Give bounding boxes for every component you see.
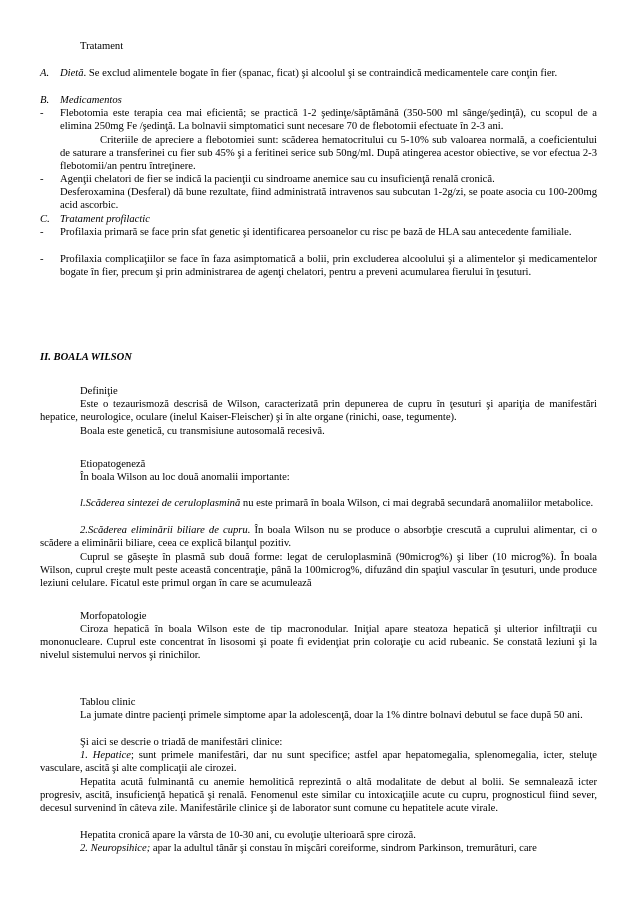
hepatice-label: 1. Hepatice [80, 750, 131, 761]
flebotomia-criteria: Criteriile de apreciere a flebotomiei sunt: scăderea hematocritului cu 5-10% sub valoarea normală, a coeficientului de saturare a transferinei cu fier sub 45% şi a feritinei serice sub 50ng/ml. După atingerea acestor obiective, se vor efectua 2-3 flebotomii/an pentru întreţinere. [60, 135, 597, 173]
dash-b1: - [40, 108, 44, 119]
etio-item-2-text: În boala Wilson nu se produce o absorbţie crescută a cuprului alimentar, ci o scădere a eliminării biliare, ceea ce explică bilanţul pozitiv. [40, 525, 597, 550]
dieta-paragraph [60, 67, 597, 80]
medicamentos-label: Medicamentos [60, 95, 122, 106]
cupru-plasma-paragraph: Cuprul se găseşte în plasmă sub două forme: legat de ceruloplasmină (90microg%) şi liber (10 microg%). În boala Wilson, cuprul creşte mult peste această concentraţie, până la 100microg%, difuzând din spaţiul vascular în ţesuturi, unde produce leziuni celulare. Ficatul este primul organ în care se acumulează [40, 552, 597, 590]
subheading-etiopatogeneza: Etiopatogeneză [80, 459, 146, 470]
dieta-label: Dietă [60, 68, 84, 79]
list-marker-a: A. [40, 68, 50, 79]
tratament-profilactic-label: Tratament profilactic [60, 214, 150, 225]
dash-b2: - [40, 174, 44, 185]
etio-item-1 [40, 497, 597, 510]
profilaxia-primara-paragraph: Profilaxia primară se face prin sfat genetic şi identificarea persoanelor cu risc pe bază de HLA sau antecedente familiale. [60, 227, 572, 238]
etio-item-2 [40, 524, 597, 550]
morfopatologie-paragraph: Ciroza hepatică în boala Wilson este de tip macronodular. Iniţial apare steatoza hepatică şi ulterior infiltraţii cu mononucleare. Cuprul este concentrat în lisosomi şi poate fi evidenţiat prin coloraţie cu acid rubeanic. Se constată leziuni şi la nivelul sistemului nervos şi rinichilor. [40, 624, 597, 662]
etio-intro: În boala Wilson au loc două anomalii importante: [80, 472, 290, 483]
genetica-paragraph: Boala este genetică, cu transmisiune autosomală recesivă. [80, 426, 325, 437]
etio-item-1-label: l.Scăderea sintezei de ceruloplasmină [80, 498, 241, 509]
hepatice-text: ; sunt primele manifestări, dar nu sunt specifice; astfel apar hepatomegalia, splenomegalia, icter, steluţe vasculare, ascită şi alte complicaţii ale cirozei. [40, 750, 597, 775]
etio-item-1-text: nu este primară în boala Wilson, ci mai degrabă secundară anomaliilor metabolice. [240, 498, 594, 509]
subheading-definitie: Definiţie [80, 386, 118, 397]
profilaxia-complicatiilor-paragraph: Profilaxia complicaţiilor se face în faza asimptomatică a bolii, prin excluderea alcoolului şi a alimentelor şi medicamentelor bogate în fier, precum şi prin administrarea de agenţi chelatori, pentru a preveni acumularea fierului în ţesuturi. [60, 254, 597, 279]
flebotomia-paragraph: Flebotomia este terapia cea mai eficientă; se practică 1-2 şedinţe/săptămână (350-500 ml sânge/şedinţă), cu scopul de a elimina 250mg Fe /şedinţă. La bolnavii simptomatici sunt necesare 70 de flebotomii efectuate în 2-3 ani. [60, 108, 597, 133]
dash-c2: - [40, 254, 44, 265]
list-marker-b: B. [40, 95, 50, 106]
hepatice-paragraph [40, 749, 597, 775]
section-heading-tratament: Tratament [80, 41, 124, 52]
section-title-boala-wilson: II. BOALA WILSON [40, 352, 132, 363]
subheading-morfopatologie: Morfopatologie [80, 611, 147, 622]
desferoxamina-paragraph: Desferoxamina (Desferal) dă bune rezultate, fiind administrată intravenos sau subcutan 1-2g/zi, se poate asocia cu 100-200mg acid ascorbic. [60, 187, 597, 212]
hepatita-acuta-paragraph: Hepatita acută fulminantă cu anemie hemolitică reprezintă o altă modalitate de debut al bolii. Se semnalează icter progresiv, ascită, insuficienţă hepatică şi renală. Fenomenul este similar cu intoxicaţiile acute cu cupru, prognosticul fiind sever, decesul survenind în câteva zile. Manifestările clinice şi de laborator sunt comune cu hepatitele acute virale. [40, 777, 597, 815]
triada-paragraph: Şi aici se descrie o triadă de manifestări clinice: [80, 737, 283, 748]
neuropsihice-paragraph [40, 842, 597, 855]
subheading-tablou-clinic: Tablou clinic [80, 697, 136, 708]
neuropsihice-label: 2. Neuropsihice; [80, 843, 151, 854]
tablou-debut-paragraph: La jumate dintre pacienţi primele simptome apar la adolescenţă, doar la 1% dintre bolnavi debutul se face după 50 ani. [80, 710, 583, 721]
hepatita-cronica-paragraph: Hepatita cronică apare la vârsta de 10-30 ani, cu evoluţie ulterioară spre ciroză. [80, 830, 416, 841]
dieta-text: . Se exclud alimentele bogate în fier (spanac, ficat) şi alcoolul şi se contraindică medicamentele care conţin fier. [83, 68, 558, 79]
definitie-paragraph: Este o tezaurismoză descrisă de Wilson, caracterizată prin depunerea de cupru în ţesuturi şi apariţia de manifestări hepatice, neurologice, oculare (inelul Kaiser-Fleischer) şi în alte organe (rinichi, oase, tegumente). [40, 399, 597, 424]
neuropsihice-text: apar la adultul tânăr şi constau în mişcări coreiforme, sindrom Parkinson, tremurături, care [150, 843, 537, 854]
dash-c1: - [40, 227, 44, 238]
chelatori-paragraph: Agenţii chelatori de fier se indică la pacienţii cu sindroame anemice sau cu insuficienţă renală cronică. [60, 174, 495, 185]
etio-item-2-label: 2.Scăderea eliminării biliare de cupru. [80, 525, 251, 536]
list-marker-c: C. [40, 214, 50, 225]
